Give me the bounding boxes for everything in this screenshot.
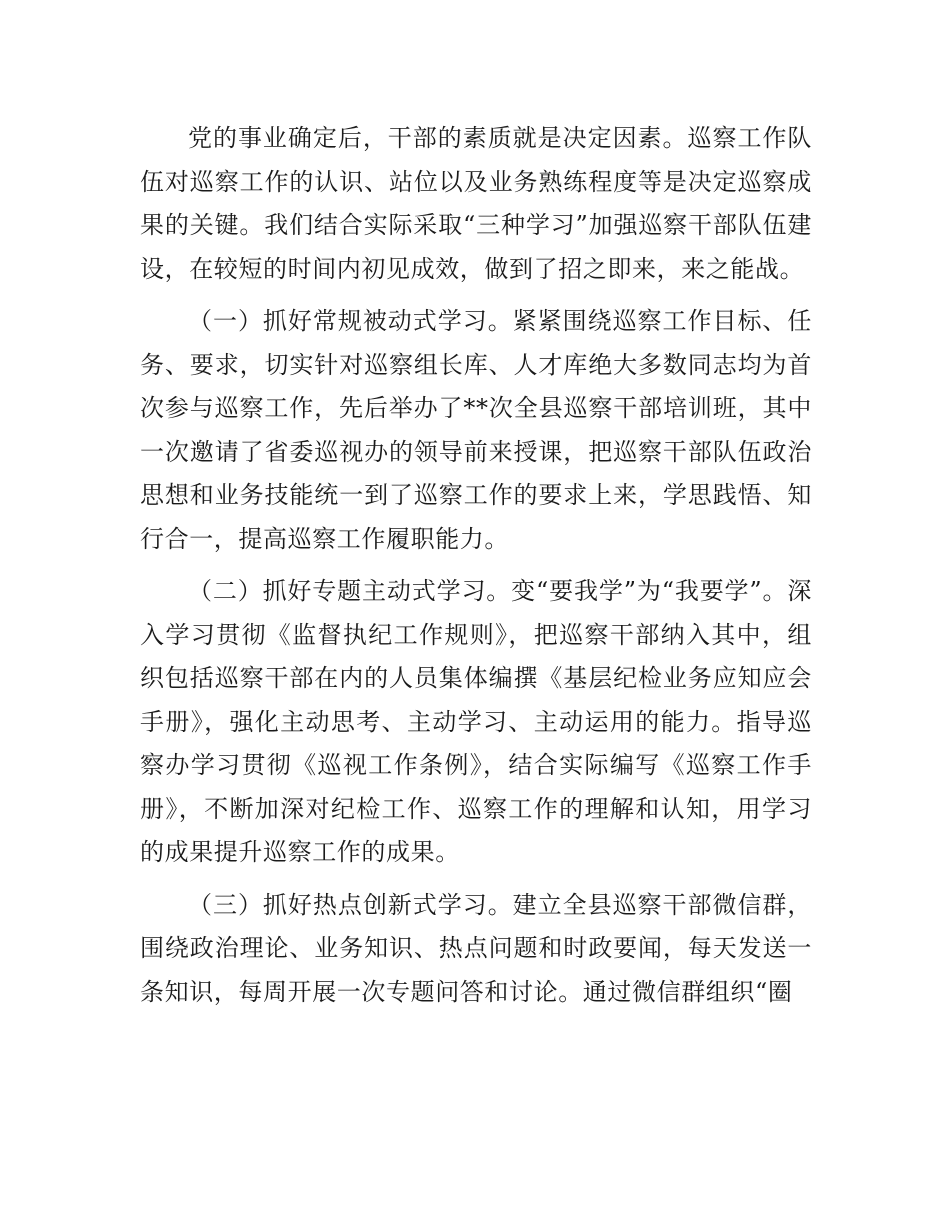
- paragraph-routine-learning: （一）抓好常规被动式学习。紧紧围绕巡察工作目标、任务、要求，切实针对巡察组长库、人才库绝大多数同志均为首次参与巡察工作，先后举办了**次全县巡察干部培训班，其中一次邀请了省委巡视办的领导前来授课，把巡察干部队伍政治思想和业务技能统一到了巡察工作的要求上来，学思践悟、知行合一，提高巡察工作履职能力。: [140, 307, 812, 553]
- paragraph-intro: 党的事业确定后，干部的素质就是决定因素。巡察工作队伍对巡察工作的认识、站位以及业务熟练程度等是决定巡察成果的关键。我们结合实际采取“三种学习”加强巡察干部队伍建设，在较短的时间内初见成效，做到了招之即来，来之能战。: [140, 124, 812, 283]
- paragraph-hotspot-learning: （三）抓好热点创新式学习。建立全县巡察干部微信群，围绕政治理论、业务知识、热点问题和时政要闻，每天发送一条知识，每周开展一次专题问答和讨论。通过微信群组织“圈: [140, 890, 812, 1006]
- document-body: [140, 117, 812, 1023]
- paragraph-thematic-learning: （二）抓好专题主动式学习。变“要我学”为“我要学”。深入学习贯彻《监督执纪工作规则》，把巡察干部纳入其中，组织包括巡察干部在内的人员集体编撰《基层纪检业务应知应会手册》，强化主动思考、主动学习、主动运用的能力。指导巡察办学习贯彻《巡视工作条例》，结合实际编写《巡察工作手册》，不断加深对纪检工作、巡察工作的理解和认知，用学习的成果提升巡察工作的成果。: [140, 577, 812, 866]
